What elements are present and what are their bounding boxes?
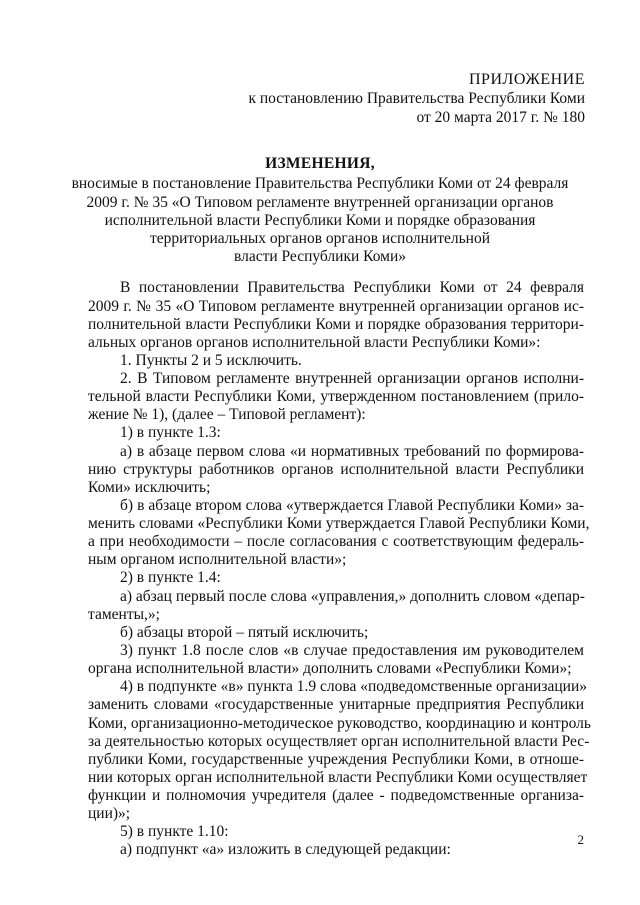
body-line: публики Коми, государственные учреждения Республики Коми, в отноше- [88,751,584,768]
body-line: функции и полномочия учредителя (далее - подведомственные организа- [88,787,584,804]
appendix-title: ПРИЛОЖЕНИЕ [468,71,585,88]
body-line: нию структуры работников органов исполнительной власти Республики [88,461,584,478]
body-line: а при необходимости – после согласования с соответствующим федераль- [88,533,584,550]
body-line: заменить словами «государственные унитарные предприятия Республики [88,696,584,713]
subtitle-line: исполнительной власти Республики Коми и порядке образования [104,212,536,229]
body-line: менить словами «Республики Коми утверждается Главой Республики Коми, [88,515,590,532]
body-line: 3) пункт 1.8 после слов «в случае предоставления им руководителем [120,642,584,659]
body-line: нии которых орган исполнительной власти Республики Коми осуществляет [88,769,588,786]
body-line: за деятельностью которых осуществляет орган исполнительной власти Рес- [88,733,590,750]
body-line: ции)»; [88,805,131,822]
appendix-date: от 20 марта 2017 г. № 180 [416,109,585,126]
subtitle-line: 2009 г. № 35 «О Типовом регламенте внутренней организации органов [86,194,554,211]
body-line: б) в абзаце втором слова «утверждается Главой Республики Коми» за- [120,497,584,514]
body-line: полнительной власти Республики Коми и порядке образования территори- [88,316,584,333]
page-number: 2 [577,832,584,847]
subtitle-line: власти Республики Коми» [233,248,407,265]
body-line: 1) в пункте 1.3: [120,424,221,441]
subtitle-line: вносимые в постановление Правительства Республики Коми от 24 февраля [71,175,569,192]
body-line: а) подпункт «а» изложить в следующей редакции: [120,841,451,858]
body-line: 2. В Типовом регламенте внутренней организации органов исполни- [120,370,584,387]
body-line: 1. Пункты 2 и 5 исключить. [120,352,302,369]
body-line: тельной власти Республики Коми, утвержденном постановлением (прило- [88,388,584,405]
body-line: Коми» исключить; [88,479,211,496]
body-line: ным органом исполнительной власти»; [88,551,347,568]
body-line: органа исполнительной власти» дополнить словами «Республики Коми»; [88,660,572,677]
body-line: а) в абзаце первом слова «и нормативных требований по формирова- [120,443,584,460]
body-line: 4) в подпункте «в» пункта 1.9 слова «подведомственные организации» [120,678,587,695]
body-line: альных органов органов исполнительной власти Республики Коми»: [88,334,541,351]
body-line: В постановлении Правительства Республики Коми от 24 февраля [120,279,584,296]
body-line: таменты,»; [88,606,160,623]
subtitle-line: территориальных органов органов исполнительной [149,230,491,247]
body-line: 2009 г. № 35 «О Типовом регламенте внутренней организации органов ис- [88,298,584,315]
body-line: б) абзацы второй – пятый исключить; [120,624,369,641]
document-heading: ИЗМЕНЕНИЯ, [265,155,375,172]
appendix-reference: к постановлению Правительства Республики Коми [248,90,585,107]
body-line: 5) в пункте 1.10: [120,823,229,840]
body-line: а) абзац первый после слова «управления,» дополнить словом «депар- [120,588,585,605]
body-line: 2) в пункте 1.4: [120,569,221,586]
body-line: Коми, организационно-методическое руководство, координацию и контроль [88,715,591,732]
body-line: жение № 1), (далее – Типовой регламент): [88,406,366,423]
